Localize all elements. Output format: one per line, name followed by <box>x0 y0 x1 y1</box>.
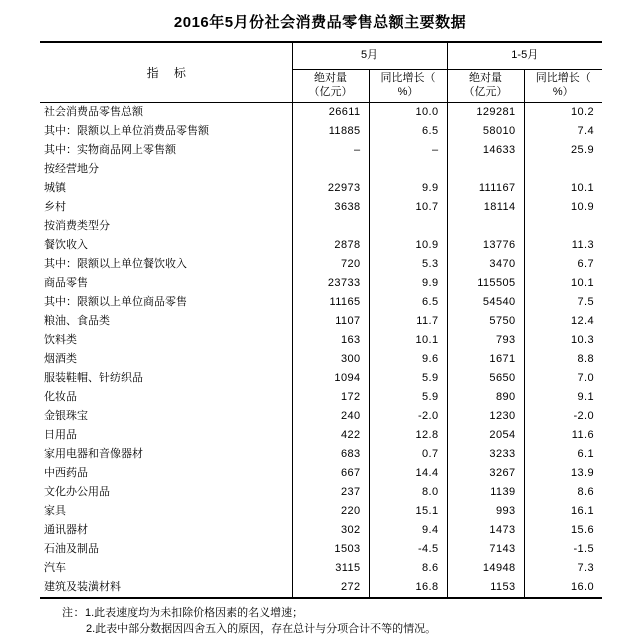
cell-ytd-absolute: 18114 <box>447 198 524 217</box>
cell-ytd-growth: -2.0 <box>524 407 602 426</box>
cell-may-growth: 6.5 <box>369 293 447 312</box>
row-label: 汽车 <box>44 562 66 574</box>
cell-ytd-absolute: 129281 <box>447 103 524 123</box>
table-row <box>40 483 602 502</box>
cell-may-absolute: 11165 <box>292 293 369 312</box>
cell-ytd-growth: 10.1 <box>524 274 602 293</box>
cell-ytd-growth: 10.3 <box>524 331 602 350</box>
cell-ytd-growth: 12.4 <box>524 312 602 331</box>
cell-ytd-growth <box>524 160 602 179</box>
ytd-growth-line1: 同比增长（ <box>535 72 591 85</box>
row-label: 石油及制品 <box>44 543 99 555</box>
cell-may-growth: 8.0 <box>369 483 447 502</box>
row-label: 化妆品 <box>44 391 77 403</box>
row-label: 家用电器和音像器材 <box>44 448 143 460</box>
row-label: 服装鞋帽、针纺织品 <box>44 372 143 384</box>
note-line-2 <box>62 622 640 638</box>
cell-may-growth: 8.6 <box>369 559 447 578</box>
cell-ytd-absolute: 58010 <box>447 122 524 141</box>
table-row <box>40 369 602 388</box>
cell-may-absolute: 240 <box>292 407 369 426</box>
cell-may-absolute: 300 <box>292 350 369 369</box>
cell-ytd-growth: 6.7 <box>524 255 602 274</box>
table-row <box>40 407 602 426</box>
table-row <box>40 160 602 179</box>
table-row <box>40 179 602 198</box>
ytd-growth-line2: %） <box>552 86 574 98</box>
table-row <box>40 502 602 521</box>
ytd-absolute-line1: 绝对量 <box>469 72 502 85</box>
table-row <box>40 521 602 540</box>
page-title: 2016年5月份社会消费品零售总额主要数据 <box>173 14 467 31</box>
cell-may-growth: 10.7 <box>369 198 447 217</box>
row-label: 餐饮收入 <box>44 239 88 251</box>
cell-ytd-growth: 13.9 <box>524 464 602 483</box>
cell-may-growth: 5.9 <box>369 369 447 388</box>
cell-may-absolute: 237 <box>292 483 369 502</box>
row-label: 中西药品 <box>44 467 88 479</box>
cell-may-absolute: 1503 <box>292 540 369 559</box>
cell-ytd-growth: 9.1 <box>524 388 602 407</box>
table-row <box>40 464 602 483</box>
cell-ytd-absolute: 1671 <box>447 350 524 369</box>
table-row <box>40 445 602 464</box>
cell-ytd-absolute: 2054 <box>447 426 524 445</box>
cell-ytd-growth: 16.1 <box>524 502 602 521</box>
cell-may-absolute: 22973 <box>292 179 369 198</box>
cell-may-growth: -2.0 <box>369 407 447 426</box>
row-label: 日用品 <box>44 429 77 441</box>
cell-ytd-absolute: 1153 <box>447 578 524 598</box>
table-row <box>40 426 602 445</box>
row-label: 乡村 <box>44 201 66 213</box>
row-label: 其中：实物商品网上零售额 <box>44 144 176 156</box>
column-header-ytd-absolute <box>447 70 524 103</box>
row-label: 粮油、食品类 <box>44 315 110 327</box>
row-label: 文化办公用品 <box>44 486 110 498</box>
row-label: 按消费类型分 <box>44 220 110 232</box>
cell-ytd-absolute: 5750 <box>447 312 524 331</box>
cell-ytd-absolute: 115505 <box>447 274 524 293</box>
cell-may-absolute: 720 <box>292 255 369 274</box>
cell-ytd-absolute: 7143 <box>447 540 524 559</box>
cell-ytd-growth: 7.0 <box>524 369 602 388</box>
table-row <box>40 122 602 141</box>
cell-ytd-growth: 11.6 <box>524 426 602 445</box>
row-label: 烟酒类 <box>44 353 77 365</box>
cell-ytd-absolute <box>447 160 524 179</box>
table-row <box>40 274 602 293</box>
table-row <box>40 103 602 123</box>
table-row <box>40 350 602 369</box>
note-item-1: 1.此表速度均为未扣除价格因素的名义增速； <box>85 607 304 619</box>
cell-may-growth: 10.9 <box>369 236 447 255</box>
column-header-ytd-growth <box>524 70 602 103</box>
cell-ytd-growth: 8.6 <box>524 483 602 502</box>
cell-ytd-growth: 7.3 <box>524 559 602 578</box>
table-row <box>40 388 602 407</box>
may-growth-line2: %） <box>397 86 419 98</box>
cell-may-growth: 15.1 <box>369 502 447 521</box>
column-header-may-absolute <box>292 70 369 103</box>
cell-may-absolute <box>292 217 369 236</box>
column-header-may-growth <box>369 70 447 103</box>
table-header <box>40 42 602 103</box>
cell-may-growth: 16.8 <box>369 578 447 598</box>
row-label: 按经营地分 <box>44 163 99 175</box>
cell-ytd-absolute: 14633 <box>447 141 524 160</box>
cell-may-growth: 9.4 <box>369 521 447 540</box>
column-group-ytd: 1-5月 <box>447 42 602 70</box>
cell-ytd-absolute <box>447 217 524 236</box>
cell-may-growth <box>369 217 447 236</box>
cell-may-growth: 14.4 <box>369 464 447 483</box>
cell-ytd-growth: 15.6 <box>524 521 602 540</box>
row-label: 饮料类 <box>44 334 77 346</box>
column-group-may: 5月 <box>292 42 447 70</box>
note-lead: 注： <box>62 607 85 619</box>
table-row <box>40 217 602 236</box>
cell-may-absolute: 422 <box>292 426 369 445</box>
cell-ytd-absolute: 1473 <box>447 521 524 540</box>
cell-may-growth: 12.8 <box>369 426 447 445</box>
cell-may-absolute: 220 <box>292 502 369 521</box>
table-row <box>40 578 602 598</box>
cell-may-absolute: 172 <box>292 388 369 407</box>
cell-ytd-absolute: 890 <box>447 388 524 407</box>
cell-ytd-absolute: 5650 <box>447 369 524 388</box>
cell-may-growth: 11.7 <box>369 312 447 331</box>
cell-ytd-growth: 16.0 <box>524 578 602 598</box>
cell-ytd-growth: 8.8 <box>524 350 602 369</box>
cell-ytd-absolute: 793 <box>447 331 524 350</box>
cell-ytd-growth: 10.9 <box>524 198 602 217</box>
note-item-2: 2.此表中部分数据因四舍五入的原因，存在总计与分项合计不等的情况。 <box>86 622 437 635</box>
row-label: 家具 <box>44 505 66 517</box>
cell-may-absolute: 3115 <box>292 559 369 578</box>
row-label: 其中：限额以上单位餐饮收入 <box>44 258 187 270</box>
cell-ytd-absolute: 3470 <box>447 255 524 274</box>
table-row <box>40 559 602 578</box>
cell-ytd-growth <box>524 217 602 236</box>
cell-ytd-growth: 10.2 <box>524 103 602 123</box>
cell-ytd-growth: 25.9 <box>524 141 602 160</box>
table-notes <box>0 599 640 638</box>
cell-may-absolute: 23733 <box>292 274 369 293</box>
retail-sales-table <box>40 41 602 599</box>
cell-ytd-absolute: 3267 <box>447 464 524 483</box>
cell-may-growth: -4.5 <box>369 540 447 559</box>
cell-may-growth: 10.1 <box>369 331 447 350</box>
cell-may-growth: – <box>369 141 447 160</box>
row-label: 商品零售 <box>44 277 88 289</box>
row-label: 社会消费品零售总额 <box>44 106 143 118</box>
cell-ytd-growth: 10.1 <box>524 179 602 198</box>
cell-may-growth: 10.0 <box>369 103 447 123</box>
cell-may-absolute: 26611 <box>292 103 369 123</box>
row-label: 建筑及装潢材料 <box>40 578 292 598</box>
may-growth-line1: 同比增长（ <box>380 72 436 85</box>
cell-may-absolute: 272 <box>292 578 369 598</box>
cell-may-absolute: 163 <box>292 331 369 350</box>
may-absolute-line1: 绝对量 <box>314 72 347 85</box>
cell-may-growth: 9.6 <box>369 350 447 369</box>
table-row <box>40 540 602 559</box>
cell-may-growth: 9.9 <box>369 179 447 198</box>
column-header-index: 指 标 <box>40 42 292 103</box>
cell-may-growth: 9.9 <box>369 274 447 293</box>
cell-may-absolute <box>292 160 369 179</box>
table-container <box>0 41 640 599</box>
cell-ytd-absolute: 111167 <box>447 179 524 198</box>
cell-ytd-growth: 7.4 <box>524 122 602 141</box>
cell-ytd-absolute: 1230 <box>447 407 524 426</box>
cell-ytd-growth: 7.5 <box>524 293 602 312</box>
cell-ytd-growth: 6.1 <box>524 445 602 464</box>
table-row <box>40 331 602 350</box>
table-row <box>40 312 602 331</box>
row-label: 金银珠宝 <box>44 410 88 422</box>
ytd-absolute-line2: （亿元） <box>463 86 508 98</box>
table-body <box>40 103 602 599</box>
cell-may-absolute: 667 <box>292 464 369 483</box>
table-row <box>40 198 602 217</box>
note-line-1 <box>62 606 640 622</box>
cell-ytd-absolute: 993 <box>447 502 524 521</box>
cell-ytd-growth: -1.5 <box>524 540 602 559</box>
may-absolute-line2: （亿元） <box>308 86 353 98</box>
row-label: 城镇 <box>44 182 66 194</box>
cell-ytd-absolute: 13776 <box>447 236 524 255</box>
cell-may-absolute: 3638 <box>292 198 369 217</box>
table-row <box>40 141 602 160</box>
cell-may-growth: 0.7 <box>369 445 447 464</box>
cell-may-absolute: – <box>292 141 369 160</box>
cell-may-growth: 5.3 <box>369 255 447 274</box>
table-row <box>40 236 602 255</box>
cell-may-growth: 6.5 <box>369 122 447 141</box>
cell-ytd-absolute: 54540 <box>447 293 524 312</box>
cell-may-absolute: 1107 <box>292 312 369 331</box>
cell-may-absolute: 2878 <box>292 236 369 255</box>
cell-ytd-absolute: 14948 <box>447 559 524 578</box>
cell-may-absolute: 302 <box>292 521 369 540</box>
table-row <box>40 255 602 274</box>
row-label: 其中：限额以上单位消费品零售额 <box>44 125 209 137</box>
cell-may-growth: 5.9 <box>369 388 447 407</box>
cell-ytd-growth: 11.3 <box>524 236 602 255</box>
cell-ytd-absolute: 3233 <box>447 445 524 464</box>
row-label: 其中：限额以上单位商品零售 <box>44 296 187 308</box>
cell-ytd-absolute: 1139 <box>447 483 524 502</box>
cell-may-absolute: 11885 <box>292 122 369 141</box>
row-label: 通讯器材 <box>44 524 88 536</box>
cell-may-absolute: 1094 <box>292 369 369 388</box>
table-row <box>40 293 602 312</box>
cell-may-absolute: 683 <box>292 445 369 464</box>
cell-may-growth <box>369 160 447 179</box>
